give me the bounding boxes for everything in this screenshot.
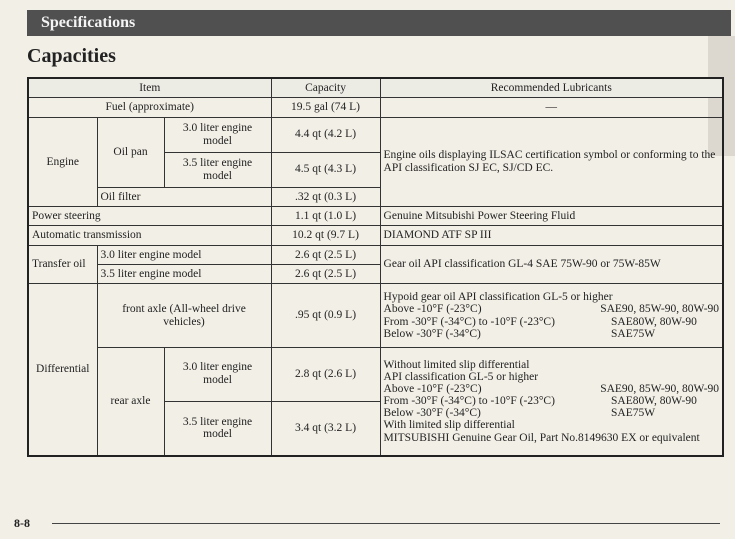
rear-from-temp: From -30°F (-34°C) to -10°F (-23°C) <box>383 395 555 408</box>
engine-cap-35: 4.5 qt (4.3 L) <box>271 152 380 187</box>
footer-rule <box>52 523 720 524</box>
front-lub-row-from <box>384 316 720 328</box>
engine-model-35: 3.5 liter engine model <box>164 152 271 187</box>
table-row-fuel <box>28 98 723 117</box>
rear-lub-row-from <box>384 395 720 407</box>
oil-filter-label: Oil filter <box>97 187 271 206</box>
rear-below-grade: SAE75W <box>611 407 656 420</box>
front-axle-cap: .95 qt (0.9 L) <box>271 284 380 347</box>
column-header-lubricants: Recommended Lubricants <box>380 78 723 98</box>
table-row-power-steering <box>28 207 723 226</box>
rear-axle-label: rear axle <box>97 347 164 456</box>
section-header <box>27 10 731 36</box>
oil-pan-label: Oil pan <box>97 117 164 187</box>
fuel-capacity: 19.5 gal (74 L) <box>271 98 380 117</box>
front-below-grade: SAE75W <box>611 327 656 340</box>
rear-below-temp: Below -30°F (-34°C) <box>383 407 481 420</box>
table-row-engine-30 <box>28 117 723 152</box>
power-steering-cap: 1.1 qt (1.0 L) <box>271 207 380 226</box>
front-from-grade: SAE80W, 80W-90 <box>611 315 697 328</box>
fuel-label: Fuel (approximate) <box>28 98 271 117</box>
fuel-lubricant: — <box>380 98 723 117</box>
transfer-lubricant: Gear oil API classification GL-4 SAE 75W-90 or 75W-85W <box>380 245 723 284</box>
auto-trans-cap: 10.2 qt (9.7 L) <box>271 226 380 245</box>
differential-label: Differential <box>28 284 97 456</box>
table-header-row <box>28 78 723 98</box>
front-above-temp: Above -10°F (-23°C) <box>383 303 482 316</box>
engine-cap-30: 4.4 qt (4.2 L) <box>271 117 380 152</box>
front-lub-row-above <box>384 303 720 315</box>
engine-label: Engine <box>28 117 97 206</box>
front-lub-title: Hypoid gear oil API classification GL-5 or higher <box>383 291 613 304</box>
column-header-item: Item <box>28 78 271 98</box>
front-axle-label: front axle (All-wheel drive vehicles) <box>97 284 271 347</box>
engine-lubricant: Engine oils displaying ILSAC certification symbol or conforming to the API classification SJ EC, SJ/CD EC. <box>380 117 723 206</box>
rear-lub-row-below <box>384 407 720 419</box>
power-steering-label: Power steering <box>28 207 271 226</box>
front-above-grade: SAE90, 85W-90, 80W-90 <box>600 303 720 316</box>
auto-trans-lubricant: DIAMOND ATF SP III <box>380 226 723 245</box>
table-row-diff-front <box>28 284 723 347</box>
transfer-label: Transfer oil <box>28 245 97 284</box>
front-below-temp: Below -30°F (-34°C) <box>383 327 481 340</box>
page-number: 8-8 <box>14 516 30 530</box>
rear-model-35: 3.5 liter engine model <box>164 401 271 456</box>
rear-lub-title1: Without limited slip differential <box>383 359 530 372</box>
rear-lub-title2: API classification GL-5 or higher <box>383 371 539 384</box>
transfer-cap-35: 2.6 qt (2.5 L) <box>271 265 380 284</box>
transfer-model-35: 3.5 liter engine model <box>97 265 271 284</box>
column-header-capacity: Capacity <box>271 78 380 98</box>
front-from-temp: From -30°F (-34°C) to -10°F (-23°C) <box>383 315 555 328</box>
table-row-diff-rear-30 <box>28 347 723 401</box>
rear-model-30: 3.0 liter engine model <box>164 347 271 401</box>
rear-above-grade: SAE90, 85W-90, 80W-90 <box>600 383 720 396</box>
rear-lsd-text: MITSUBISHI Genuine Gear Oil, Part No.8149630 EX or equivalent <box>383 431 700 444</box>
power-steering-lubricant: Genuine Mitsubishi Power Steering Fluid <box>380 207 723 226</box>
rear-from-grade: SAE80W, 80W-90 <box>611 395 697 408</box>
table-row-transfer-30 <box>28 245 723 264</box>
rear-cap-35: 3.4 qt (3.2 L) <box>271 401 380 456</box>
rear-lub-row-above <box>384 383 720 395</box>
rear-axle-lubricant <box>380 347 723 456</box>
page-title: Capacities <box>27 45 116 67</box>
rear-lsd-title: With limited slip differential <box>383 419 515 432</box>
transfer-model-30: 3.0 liter engine model <box>97 245 271 264</box>
front-axle-lubricant <box>380 284 723 347</box>
capacities-table <box>27 77 724 457</box>
oil-filter-cap: .32 qt (0.3 L) <box>271 187 380 206</box>
table-row-auto-trans <box>28 226 723 245</box>
front-lub-row-below <box>384 328 720 340</box>
section-title: Specifications <box>41 14 136 31</box>
rear-above-temp: Above -10°F (-23°C) <box>383 383 482 396</box>
transfer-cap-30: 2.6 qt (2.5 L) <box>271 245 380 264</box>
auto-trans-label: Automatic transmission <box>28 226 271 245</box>
rear-cap-30: 2.8 qt (2.6 L) <box>271 347 380 401</box>
engine-model-30: 3.0 liter engine model <box>164 117 271 152</box>
